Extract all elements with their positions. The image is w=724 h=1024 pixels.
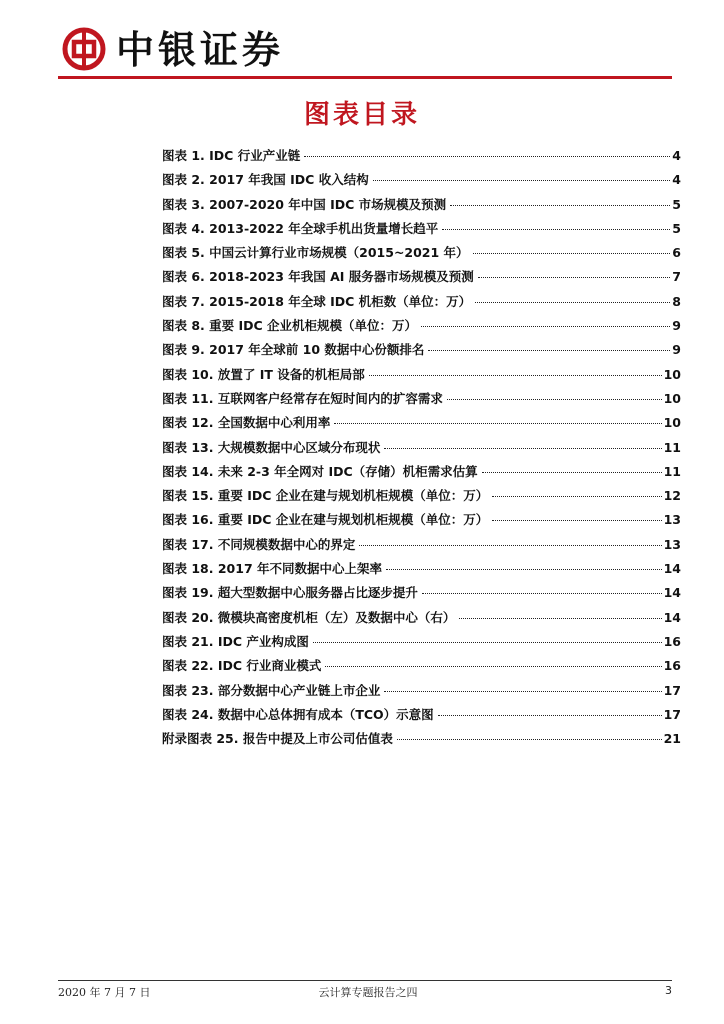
toc-entry-page[interactable]: 11 — [663, 463, 681, 479]
toc-entry-label[interactable]: 图表 11. 互联网客户经常存在短时间内的扩容需求 — [162, 390, 443, 406]
toc-dot-leader — [304, 156, 670, 157]
toc-entry-page[interactable]: 13 — [663, 536, 681, 552]
toc-entry-label[interactable]: 图表 20. 微模块高密度机柜（左）及数据中心（右） — [162, 609, 456, 625]
toc-entry-label[interactable]: 图表 6. 2018-2023 年我国 AI 服务器市场规模及预测 — [162, 269, 474, 285]
toc-dot-leader — [473, 253, 671, 254]
toc-entry-page[interactable]: 14 — [663, 561, 681, 577]
toc-dot-leader — [397, 739, 662, 740]
toc-entry[interactable] — [162, 314, 681, 338]
toc-entry[interactable] — [162, 581, 681, 605]
toc-entry[interactable] — [162, 533, 681, 557]
toc-entry[interactable] — [162, 679, 681, 703]
toc-entry-page[interactable]: 10 — [663, 415, 681, 431]
toc-entry-label[interactable]: 图表 16. 重要 IDC 企业在建与规划机柜规模（单位：万） — [162, 512, 489, 528]
toc-entry-page[interactable]: 10 — [663, 390, 681, 406]
page-number: 3 — [665, 984, 672, 997]
toc-entry-label[interactable]: 图表 13. 大规模数据中心区域分布现状 — [162, 439, 381, 455]
toc-entry[interactable] — [162, 338, 681, 362]
toc-dot-leader — [422, 593, 662, 594]
toc-entry-page[interactable]: 4 — [672, 172, 681, 188]
toc-entry-page[interactable]: 9 — [672, 318, 681, 334]
toc-entry-label[interactable]: 图表 5. 中国云计算行业市场规模（2015~2021 年） — [162, 245, 469, 261]
toc-dot-leader — [438, 715, 662, 716]
toc-entry-page[interactable]: 9 — [672, 342, 681, 358]
toc-entry-label[interactable]: 图表 12. 全国数据中心利用率 — [162, 415, 331, 431]
toc-dot-leader — [384, 691, 661, 692]
toc-entry-page[interactable]: 10 — [663, 366, 681, 382]
toc-dot-leader — [428, 350, 670, 351]
toc-dot-leader — [386, 569, 662, 570]
toc-entry[interactable] — [162, 217, 681, 241]
toc-dot-leader — [325, 666, 661, 667]
toc-entry-label[interactable]: 附录图表 25. 报告中提及上市公司估值表 — [162, 731, 393, 747]
toc-entry[interactable] — [162, 460, 681, 484]
footer-report-title: 云计算专题报告之四 — [318, 986, 418, 999]
toc-entry-label[interactable]: 图表 2. 2017 年我国 IDC 收入结构 — [162, 172, 369, 188]
toc-entry[interactable] — [162, 557, 681, 581]
page-header — [0, 0, 724, 80]
toc-entry-page[interactable]: 16 — [663, 658, 681, 674]
bank-of-china-logo-icon — [62, 27, 106, 71]
toc-list — [162, 144, 681, 751]
toc-entry-page[interactable]: 7 — [672, 269, 681, 285]
brand-name: 中银证券 — [116, 27, 285, 72]
footer-date: 2020 年 7 月 7 日 — [58, 986, 151, 999]
toc-entry[interactable] — [162, 727, 681, 751]
toc-dot-leader — [313, 642, 662, 643]
page-footer — [58, 984, 678, 1000]
toc-entry-page[interactable]: 16 — [663, 633, 681, 649]
toc-entry[interactable] — [162, 411, 681, 435]
toc-dot-leader — [373, 180, 671, 181]
footer-divider — [58, 980, 672, 981]
toc-entry-label[interactable]: 图表 17. 不同规模数据中心的界定 — [162, 536, 356, 552]
toc-dot-leader — [369, 375, 662, 376]
toc-entry[interactable] — [162, 168, 681, 192]
toc-entry[interactable] — [162, 508, 681, 532]
toc-entry-label[interactable]: 图表 15. 重要 IDC 企业在建与规划机柜规模（单位：万） — [162, 488, 489, 504]
toc-entry-page[interactable]: 17 — [663, 706, 681, 722]
toc-entry-label[interactable]: 图表 8. 重要 IDC 企业机柜规模（单位：万） — [162, 318, 418, 334]
toc-entry-page[interactable]: 21 — [663, 731, 681, 747]
toc-entry-page[interactable]: 17 — [663, 682, 681, 698]
toc-entry[interactable] — [162, 265, 681, 289]
toc-entry-label[interactable]: 图表 21. IDC 产业构成图 — [162, 633, 309, 649]
toc-entry[interactable] — [162, 703, 681, 727]
toc-entry[interactable] — [162, 654, 681, 678]
toc-entry-page[interactable]: 13 — [663, 512, 681, 528]
toc-entry-label[interactable]: 图表 10. 放置了 IT 设备的机柜局部 — [162, 366, 365, 382]
toc-entry[interactable] — [162, 387, 681, 411]
toc-entry-page[interactable]: 11 — [663, 439, 681, 455]
toc-entry-page[interactable]: 12 — [663, 488, 681, 504]
toc-entry-label[interactable]: 图表 4. 2013-2022 年全球手机出货量增长趋平 — [162, 220, 439, 236]
toc-dot-leader — [492, 520, 661, 521]
toc-entry-page[interactable]: 5 — [672, 196, 681, 212]
toc-entry-label[interactable]: 图表 14. 未来 2-3 年全网对 IDC（存储）机柜需求估算 — [162, 463, 478, 479]
toc-entry[interactable] — [162, 363, 681, 387]
toc-entry-page[interactable]: 5 — [672, 220, 681, 236]
toc-dot-leader — [334, 423, 661, 424]
toc-dot-leader — [478, 277, 670, 278]
toc-entry-page[interactable]: 14 — [663, 609, 681, 625]
toc-entry-label[interactable]: 图表 22. IDC 行业商业模式 — [162, 658, 322, 674]
toc-entry-label[interactable]: 图表 23. 部分数据中心产业链上市企业 — [162, 682, 381, 698]
toc-dot-leader — [384, 448, 661, 449]
toc-entry-label[interactable]: 图表 24. 数据中心总体拥有成本（TCO）示意图 — [162, 706, 434, 722]
toc-entry-page[interactable]: 8 — [672, 293, 681, 309]
toc-entry[interactable] — [162, 290, 681, 314]
toc-entry[interactable] — [162, 436, 681, 460]
toc-entry[interactable] — [162, 241, 681, 265]
toc-entry[interactable] — [162, 630, 681, 654]
toc-entry[interactable] — [162, 144, 681, 168]
toc-entry[interactable] — [162, 484, 681, 508]
toc-dot-leader — [459, 618, 661, 619]
toc-entry-page[interactable]: 4 — [672, 148, 681, 163]
toc-dot-leader — [359, 545, 661, 546]
toc-entry-label[interactable]: 图表 7. 2015-2018 年全球 IDC 机柜数（单位：万） — [162, 293, 472, 309]
toc-entry-page[interactable]: 14 — [663, 585, 681, 601]
toc-entry[interactable] — [162, 606, 681, 630]
toc-dot-leader — [447, 399, 662, 400]
toc-entry-label[interactable]: 图表 1. IDC 行业产业链 — [162, 148, 301, 163]
toc-entry-label[interactable]: 图表 19. 超大型数据中心服务器占比逐步提升 — [162, 585, 418, 601]
toc-entry-label[interactable]: 图表 18. 2017 年不同数据中心上架率 — [162, 561, 382, 577]
toc-entry-label[interactable]: 图表 3. 2007-2020 年中国 IDC 市场规模及预测 — [162, 196, 447, 212]
toc-entry[interactable] — [162, 193, 681, 217]
toc-dot-leader — [492, 496, 661, 497]
toc-entry-page[interactable]: 6 — [672, 245, 681, 261]
toc-dot-leader — [482, 472, 662, 473]
toc-dot-leader — [475, 302, 670, 303]
toc-title: 图表目录 — [303, 100, 420, 130]
toc-dot-leader — [442, 229, 670, 230]
toc-entry-label[interactable]: 图表 9. 2017 年全球前 10 数据中心份额排名 — [162, 342, 425, 358]
toc-dot-leader — [421, 326, 670, 327]
toc-dot-leader — [450, 205, 670, 206]
header-divider — [58, 76, 672, 79]
